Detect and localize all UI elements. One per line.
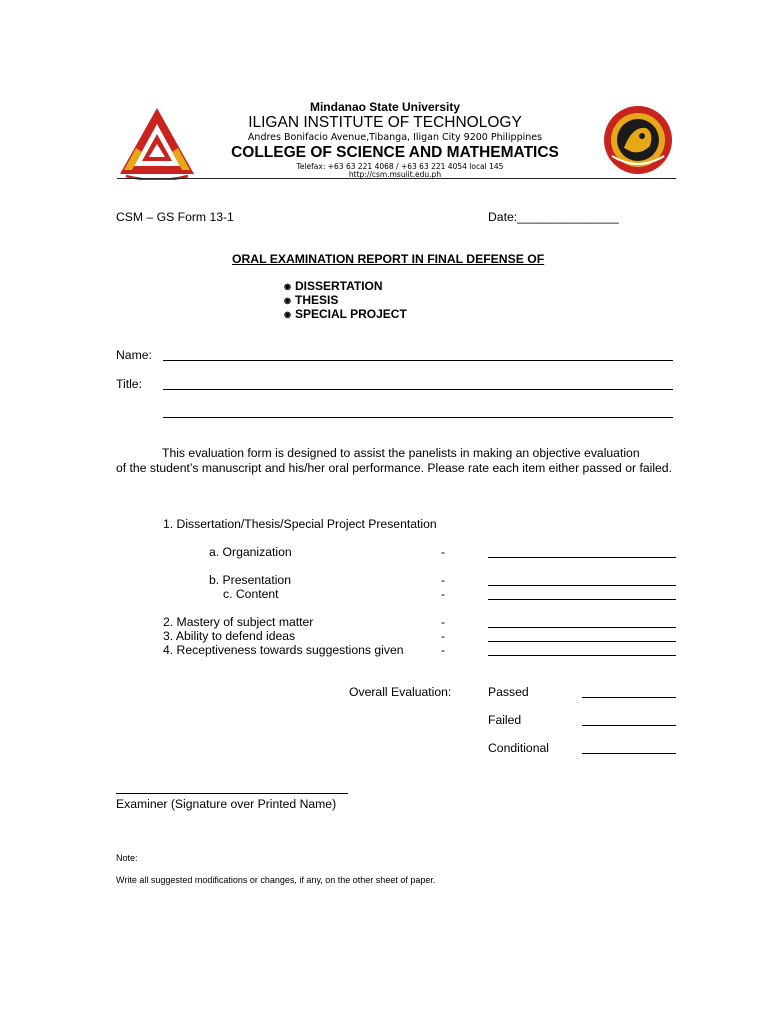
note-text: Write all suggested modifications or changes, if any, on the other sheet of paper. xyxy=(116,875,436,885)
university-name: Mindanao State University xyxy=(309,100,461,114)
option-dissertation[interactable]: ◉ DISSERTATION xyxy=(284,279,383,293)
telefax: Telefax: +63 63 221 4068 / +63 63 221 4054 local 145 xyxy=(296,162,504,171)
conditional-line[interactable] xyxy=(582,753,676,754)
rating-line-receptiveness[interactable] xyxy=(488,655,676,656)
outcome-conditional: Conditional xyxy=(488,741,549,755)
college-name: COLLEGE OF SCIENCE AND MATHEMATICS xyxy=(231,144,559,161)
radio-icon: ◉ xyxy=(284,282,291,291)
title-label: Title: xyxy=(116,377,142,391)
date-field[interactable]: Date:_______________ xyxy=(488,210,619,224)
rating-line-presentation[interactable] xyxy=(488,585,676,586)
option-thesis[interactable]: ◉ THESIS xyxy=(284,293,339,307)
item-mastery: 2. Mastery of subject matter xyxy=(163,615,314,629)
name-line[interactable] xyxy=(163,360,673,361)
form-code: CSM – GS Form 13-1 xyxy=(116,210,234,224)
title-line-2[interactable] xyxy=(163,417,673,418)
note-label: Note: xyxy=(116,853,138,863)
website: http://csm.msuiit.edu.ph xyxy=(348,170,442,179)
outcome-failed: Failed xyxy=(488,713,522,727)
rating-line-defend[interactable] xyxy=(488,641,676,642)
rating-line-content[interactable] xyxy=(488,599,676,600)
sub-content: c. Content xyxy=(223,587,279,601)
radio-icon: ◉ xyxy=(284,310,291,319)
passed-line[interactable] xyxy=(582,697,676,698)
name-label: Name: xyxy=(116,348,152,362)
dash: - xyxy=(441,615,446,629)
option-special-project[interactable]: ◉ SPECIAL PROJECT xyxy=(284,307,407,321)
radio-icon: ◉ xyxy=(284,296,291,305)
sub-presentation: b. Presentation xyxy=(209,573,291,587)
dash: - xyxy=(441,545,446,559)
signature-line[interactable] xyxy=(116,793,348,794)
header-divider xyxy=(117,178,676,179)
institute-name: ILIGAN INSTITUTE OF TECHNOLOGY xyxy=(248,114,522,131)
address: Andres Bonifacio Avenue,Tibanga, Iligan City 9200 Philippines xyxy=(247,132,543,143)
outcome-passed: Passed xyxy=(488,685,529,699)
intro-paragraph: This evaluation form is designed to assist the panelists in making an objective evaluation of the student’s manuscript and his/her oral performance. Please rate each item either passed or failed. xyxy=(116,446,672,475)
dash: - xyxy=(441,643,446,657)
dash: - xyxy=(441,629,446,643)
overall-evaluation-label: Overall Evaluation: xyxy=(349,685,452,699)
examiner-label: Examiner (Signature over Printed Name) xyxy=(116,797,337,811)
failed-line[interactable] xyxy=(582,725,676,726)
dash: - xyxy=(441,573,446,587)
dash: - xyxy=(441,587,446,601)
rating-line-organization[interactable] xyxy=(488,557,676,558)
item-defend: 3. Ability to defend ideas xyxy=(163,629,296,643)
title-line-1[interactable] xyxy=(163,389,673,390)
form-title: ORAL EXAMINATION REPORT IN FINAL DEFENSE OF xyxy=(232,252,545,266)
sub-organization: a. Organization xyxy=(209,545,292,559)
rating-line-mastery[interactable] xyxy=(488,627,676,628)
item-presentation: 1. Dissertation/Thesis/Special Project Presentation xyxy=(163,517,437,531)
item-receptiveness: 4. Receptiveness towards suggestions given xyxy=(163,643,404,657)
